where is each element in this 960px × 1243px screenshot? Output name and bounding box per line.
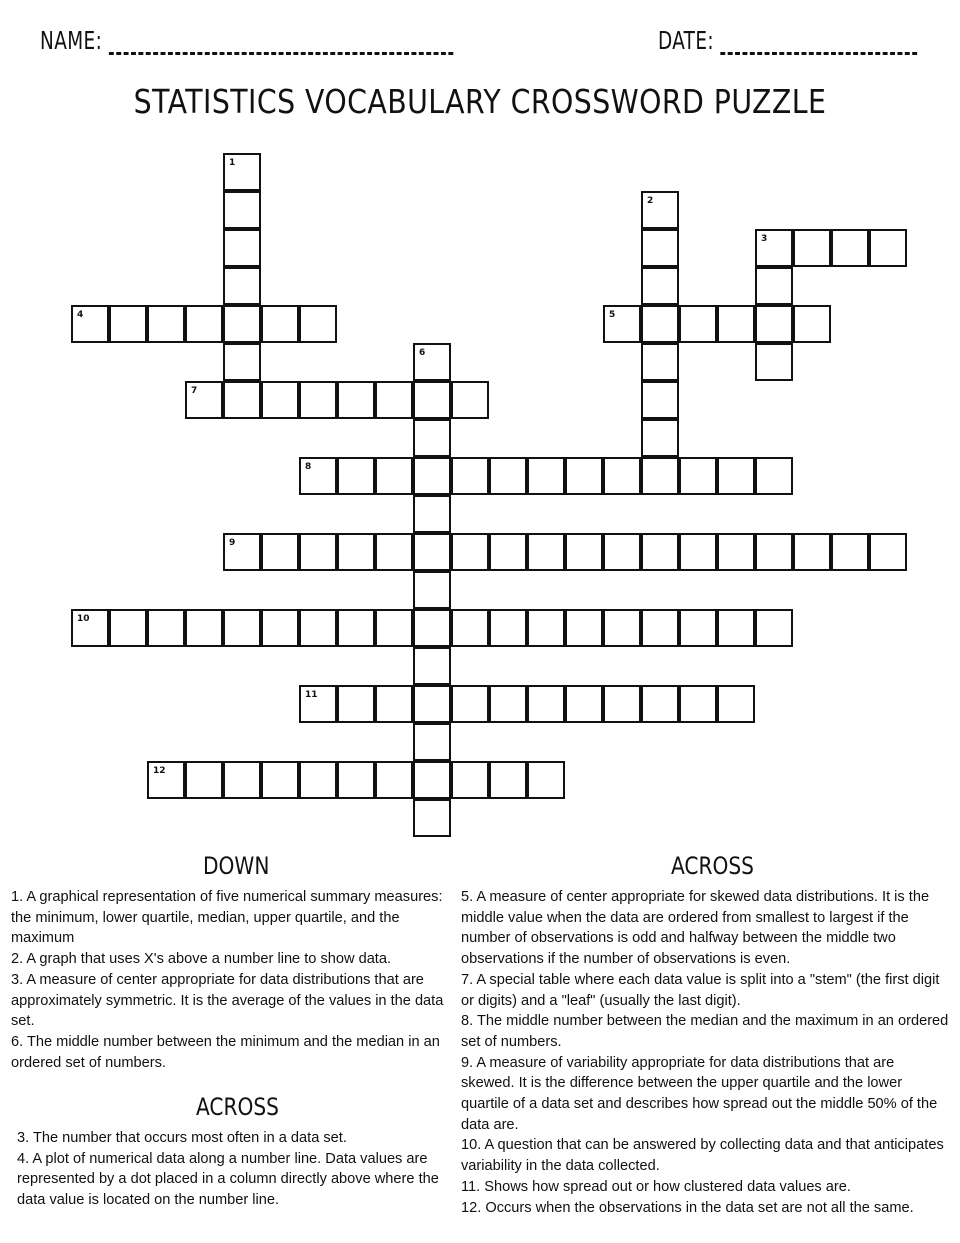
crossword-cell[interactable] <box>299 609 337 647</box>
crossword-cell[interactable] <box>223 229 261 267</box>
crossword-cell[interactable] <box>717 685 755 723</box>
clue-across-7: 7. A special table where each data value is split into a "stem" (the first digit or digits) and a "leaf" (usually the last digit). <box>461 971 940 1009</box>
clue-number: 5 <box>609 310 616 320</box>
crossword-cell[interactable] <box>565 609 603 647</box>
crossword-cell[interactable] <box>413 495 451 533</box>
crossword-cell[interactable] <box>413 343 451 381</box>
clue-across-4: 4. A plot of numerical data along a number line. Data values are represented by a dot placed in a column directly above where the data value is located on the number line. <box>17 1150 439 1209</box>
crossword-cell[interactable] <box>185 609 223 647</box>
crossword-cell[interactable] <box>527 685 565 723</box>
crossword-cell[interactable] <box>489 457 527 495</box>
crossword-cell[interactable] <box>869 533 907 571</box>
crossword-cell[interactable] <box>793 229 831 267</box>
crossword-cell[interactable] <box>527 761 565 799</box>
crossword-cell[interactable] <box>603 685 641 723</box>
crossword-cell[interactable] <box>223 533 261 571</box>
crossword-cell[interactable] <box>413 457 451 495</box>
crossword-cell[interactable] <box>641 267 679 305</box>
crossword-cell[interactable] <box>679 533 717 571</box>
crossword-cell[interactable] <box>755 609 793 647</box>
crossword-cell[interactable] <box>679 685 717 723</box>
crossword-cell[interactable] <box>147 609 185 647</box>
crossword-cell[interactable] <box>755 457 793 495</box>
clue-number: 1 <box>229 158 236 168</box>
crossword-cell[interactable] <box>71 305 109 343</box>
crossword-cell[interactable] <box>641 381 679 419</box>
crossword-cell[interactable] <box>261 305 299 343</box>
crossword-cell[interactable] <box>755 267 793 305</box>
crossword-cell[interactable] <box>337 457 375 495</box>
crossword-cell[interactable] <box>223 305 261 343</box>
crossword-cell[interactable] <box>831 533 869 571</box>
crossword-cell[interactable] <box>299 381 337 419</box>
crossword-cell[interactable] <box>337 533 375 571</box>
crossword-cell[interactable] <box>337 685 375 723</box>
clue-number: 12 <box>153 766 166 776</box>
crossword-cell[interactable] <box>603 457 641 495</box>
crossword-cell[interactable] <box>413 761 451 799</box>
crossword-cell[interactable] <box>489 685 527 723</box>
crossword-cell[interactable] <box>375 761 413 799</box>
crossword-cell[interactable] <box>147 761 185 799</box>
crossword-cell[interactable] <box>489 609 527 647</box>
across-clue-list-secondary <box>17 1128 447 1211</box>
crossword-cell[interactable] <box>185 761 223 799</box>
crossword-cell[interactable] <box>755 305 793 343</box>
crossword-cell[interactable] <box>641 229 679 267</box>
name-label: NAME: <box>40 26 103 55</box>
crossword-cell[interactable] <box>527 609 565 647</box>
clue-across-11: 11. Shows how spread out or how clustered data values are. <box>461 1178 851 1195</box>
crossword-cell[interactable] <box>337 609 375 647</box>
crossword-cell[interactable] <box>413 419 451 457</box>
clue-number: 11 <box>305 690 318 700</box>
crossword-cell[interactable] <box>679 457 717 495</box>
crossword-cell[interactable] <box>641 609 679 647</box>
clue-number: 9 <box>229 538 236 548</box>
crossword-cell[interactable] <box>641 191 679 229</box>
crossword-cell[interactable] <box>413 571 451 609</box>
crossword-cell[interactable] <box>375 609 413 647</box>
crossword-cell[interactable] <box>185 381 223 419</box>
clue-down-3: 3. A measure of center appropriate for data distributions that are approximately symmetric. It is the average of the values in the data set. <box>11 971 444 1030</box>
crossword-cell[interactable] <box>717 609 755 647</box>
clue-number: 8 <box>305 462 312 472</box>
crossword-cell[interactable] <box>375 685 413 723</box>
crossword-cell[interactable] <box>451 533 489 571</box>
crossword-cell[interactable] <box>375 533 413 571</box>
crossword-cell[interactable] <box>755 229 793 267</box>
crossword-cell[interactable] <box>527 457 565 495</box>
clue-number: 10 <box>77 614 90 624</box>
clue-across-3: 3. The number that occurs most often in a data set. <box>17 1130 347 1146</box>
clue-number: 2 <box>647 196 654 206</box>
clue-across-8: 8. The middle number between the median and the maximum in an ordered set of numbers. <box>461 1013 949 1050</box>
page-title: STATISTICS VOCABULARY CROSSWORD PUZZLE <box>133 82 827 121</box>
crossword-cell[interactable] <box>109 609 147 647</box>
crossword-cell[interactable] <box>527 533 565 571</box>
clue-across-12: 12. Occurs when the observations in the data set are not all the same. <box>461 1199 914 1216</box>
crossword-cell[interactable] <box>793 305 831 343</box>
crossword-cell[interactable] <box>299 305 337 343</box>
clue-number: 3 <box>761 234 768 244</box>
crossword-cell[interactable] <box>717 533 755 571</box>
crossword-cell[interactable] <box>223 267 261 305</box>
clue-across-5: 5. A measure of center appropriate for skewed data distributions. It is the middle value when the data are ordered from smallest to largest if the number of observations is odd and halfway between the middle two observations if the number of observations is even. <box>461 889 930 968</box>
across-heading-secondary: ACROSS <box>196 1093 279 1121</box>
crossword-cell[interactable] <box>869 229 907 267</box>
crossword-cell[interactable] <box>223 343 261 381</box>
clue-number: 7 <box>191 386 198 396</box>
clue-across-10: 10. A question that can be answered by collecting data and that anticipates variability in the data collected. <box>461 1137 944 1175</box>
crossword-cell[interactable] <box>413 381 451 419</box>
crossword-cell[interactable] <box>641 685 679 723</box>
crossword-cell[interactable] <box>641 533 679 571</box>
crossword-cell[interactable] <box>641 419 679 457</box>
crossword-cell[interactable] <box>413 723 451 761</box>
crossword-cell[interactable] <box>413 685 451 723</box>
crossword-cell[interactable] <box>185 305 223 343</box>
crossword-cell[interactable] <box>755 533 793 571</box>
crossword-cell[interactable] <box>641 305 679 343</box>
crossword-cell[interactable] <box>299 685 337 723</box>
crossword-cell[interactable] <box>261 533 299 571</box>
crossword-cell[interactable] <box>793 533 831 571</box>
crossword-cell[interactable] <box>603 305 641 343</box>
crossword-cell[interactable] <box>337 381 375 419</box>
crossword-cell[interactable] <box>299 533 337 571</box>
crossword-cell[interactable] <box>679 305 717 343</box>
clue-number: 6 <box>419 348 426 358</box>
clue-down-2: 2. A graph that uses X's above a number line to show data. <box>11 951 392 968</box>
crossword-cell[interactable] <box>717 457 755 495</box>
crossword-cell[interactable] <box>413 533 451 571</box>
crossword-cell[interactable] <box>451 609 489 647</box>
crossword-cell[interactable] <box>223 609 261 647</box>
crossword-cell[interactable] <box>565 685 603 723</box>
across-heading: ACROSS <box>671 852 754 880</box>
crossword-cell[interactable] <box>375 381 413 419</box>
crossword-cell[interactable] <box>489 761 527 799</box>
crossword-cell[interactable] <box>375 457 413 495</box>
crossword-cell[interactable] <box>71 609 109 647</box>
down-heading: DOWN <box>203 852 270 880</box>
crossword-cell[interactable] <box>603 533 641 571</box>
crossword-cell[interactable] <box>489 533 527 571</box>
crossword-cell[interactable] <box>413 799 451 837</box>
crossword-cell[interactable] <box>451 457 489 495</box>
crossword-cell[interactable] <box>641 343 679 381</box>
crossword-cell[interactable] <box>337 761 375 799</box>
crossword-cell[interactable] <box>451 761 489 799</box>
crossword-cell[interactable] <box>261 609 299 647</box>
clue-down-1: 1. A graphical representation of five numerical summary measures: the minimum, lower quartile, median, upper quartile, and the maximum <box>11 889 443 947</box>
crossword-cell[interactable] <box>603 609 641 647</box>
date-label: DATE: <box>658 26 715 55</box>
crossword-cell[interactable] <box>299 457 337 495</box>
crossword-cell[interactable] <box>223 153 261 191</box>
crossword-cell[interactable] <box>299 761 337 799</box>
crossword-cell[interactable] <box>641 457 679 495</box>
clue-across-9: 9. A measure of variability appropriate for data distributions that are skewed. It is the difference between the upper quartile and the lower quartile of a data set and describes how spread out the middle 50% of the data are. <box>461 1054 938 1133</box>
across-clue-list <box>461 887 949 1218</box>
crossword-cell[interactable] <box>413 647 451 685</box>
crossword-cell[interactable] <box>565 533 603 571</box>
crossword-cell[interactable] <box>831 229 869 267</box>
crossword-cell[interactable] <box>717 305 755 343</box>
crossword-cell[interactable] <box>223 761 261 799</box>
crossword-cell[interactable] <box>223 191 261 229</box>
crossword-cell[interactable] <box>109 305 147 343</box>
crossword-cell[interactable] <box>413 609 451 647</box>
crossword-cell[interactable] <box>261 381 299 419</box>
crossword-cell[interactable] <box>679 609 717 647</box>
crossword-cell[interactable] <box>223 381 261 419</box>
crossword-cell[interactable] <box>755 343 793 381</box>
crossword-cell[interactable] <box>261 761 299 799</box>
down-clue-list <box>11 887 449 1073</box>
clue-number: 4 <box>77 310 84 320</box>
crossword-cell[interactable] <box>565 457 603 495</box>
crossword-cell[interactable] <box>451 685 489 723</box>
crossword-cell[interactable] <box>147 305 185 343</box>
clue-down-6: 6. The middle number between the minimum and the median in an ordered set of numbers. <box>11 1033 440 1071</box>
crossword-cell[interactable] <box>451 381 489 419</box>
